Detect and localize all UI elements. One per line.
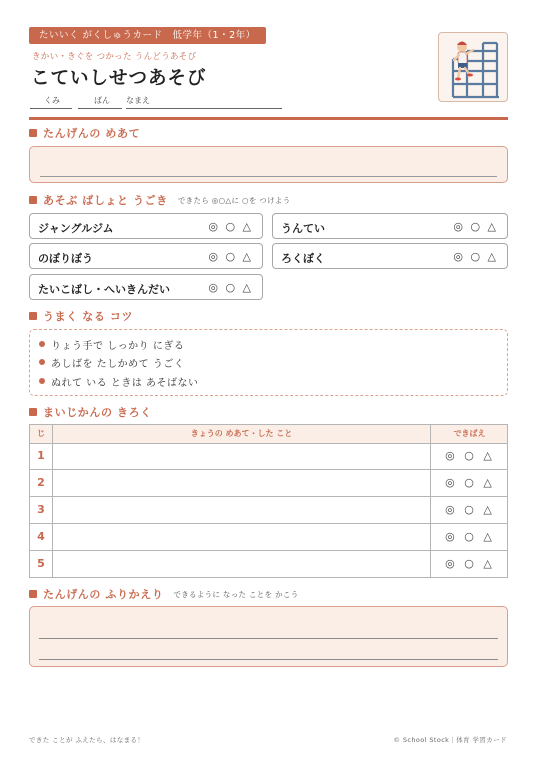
bullet-icon xyxy=(39,341,45,347)
reflection-heading-text: たんげんの ふりかえり xyxy=(43,588,164,601)
row-number: 3 xyxy=(37,503,45,516)
bullet-icon xyxy=(39,359,45,365)
tip-text: りょう手で しっかり にぎる xyxy=(51,340,185,352)
tips-box xyxy=(29,329,508,396)
goal-input-box[interactable] xyxy=(29,146,508,183)
number-label: ばん xyxy=(94,96,110,105)
row-number: 1 xyxy=(37,449,45,462)
row-number: 4 xyxy=(37,530,45,543)
reflection-heading xyxy=(29,587,299,601)
eval-marks[interactable]: ◎ ○ △ xyxy=(453,220,498,233)
place-card-climbing-pole[interactable] xyxy=(29,243,263,269)
eval-marks[interactable]: ◎ ○ △ xyxy=(453,250,498,263)
row-number: 5 xyxy=(37,557,45,570)
place-name: ジャングルジム xyxy=(38,222,114,235)
tip-item xyxy=(39,337,184,351)
name-field[interactable] xyxy=(126,94,282,109)
tips-heading xyxy=(29,309,133,323)
reflection-input-box[interactable] xyxy=(29,606,508,667)
column-divider xyxy=(52,470,53,496)
eval-marks[interactable]: ◎ ○ △ xyxy=(208,220,253,233)
page-title: こていしせつあそび xyxy=(31,68,207,89)
unit-subtitle: きかい・きぐを つかった うんどうあそび xyxy=(32,52,197,62)
table-row[interactable] xyxy=(29,497,508,524)
section-marker-icon xyxy=(29,129,37,137)
row-number: 2 xyxy=(37,476,45,489)
goal-heading xyxy=(29,126,140,140)
number-field[interactable] xyxy=(78,94,122,109)
place-name: うんてい xyxy=(281,222,325,235)
eval-marks[interactable]: ◎ ○ △ xyxy=(445,503,495,516)
record-heading-text: まいじかんの きろく xyxy=(43,406,152,419)
child-climbing-icon xyxy=(438,32,508,102)
tip-item xyxy=(39,374,199,388)
name-fields xyxy=(30,94,282,109)
eval-marks[interactable]: ◎ ○ △ xyxy=(445,530,495,543)
column-divider xyxy=(52,551,53,577)
place-name: のぼりぼう xyxy=(38,252,93,265)
place-card-jungle-gym[interactable] xyxy=(29,213,263,239)
places-heading xyxy=(29,193,291,207)
eval-marks[interactable]: ◎ ○ △ xyxy=(208,281,253,294)
eval-marks[interactable]: ◎ ○ △ xyxy=(445,449,495,462)
name-label: なまえ xyxy=(126,96,150,105)
places-note: できたら ◎○△に ○を つけよう xyxy=(177,195,291,205)
class-label: くみ xyxy=(44,96,60,105)
writing-line xyxy=(39,659,498,660)
grade-tag: たいいく がくしゅうカード 低学年（1・2年） xyxy=(29,27,266,44)
eval-marks[interactable]: ◎ ○ △ xyxy=(208,250,253,263)
goal-heading-text: たんげんの めあて xyxy=(43,127,141,140)
bullet-icon xyxy=(39,378,45,384)
writing-line xyxy=(40,176,497,177)
writing-line xyxy=(39,638,498,639)
place-name: たいこばし・へいきんだい xyxy=(38,283,170,296)
col-header-goal: きょうの めあて・した こと xyxy=(190,429,293,438)
tip-text: あしばを たしかめて うごく xyxy=(51,358,185,370)
eval-marks[interactable]: ◎ ○ △ xyxy=(445,476,495,489)
section-marker-icon xyxy=(29,408,37,416)
column-divider xyxy=(52,443,53,469)
col-header-eval: できばえ xyxy=(453,429,486,438)
record-heading xyxy=(29,405,152,419)
table-row[interactable] xyxy=(29,470,508,497)
section-marker-icon xyxy=(29,312,37,320)
record-table-header xyxy=(29,424,508,444)
place-card-drum-bridge-beam[interactable] xyxy=(29,274,263,300)
section-marker-icon xyxy=(29,196,37,204)
tips-heading-text: うまく なる コツ xyxy=(43,310,134,323)
tip-item xyxy=(39,355,184,369)
title-divider xyxy=(29,117,508,120)
place-card-monkey-bars[interactable] xyxy=(272,213,508,239)
table-row[interactable] xyxy=(29,443,508,470)
table-row[interactable] xyxy=(29,524,508,551)
column-divider xyxy=(52,497,53,523)
tip-text: ぬれて いる ときは あそばない xyxy=(51,377,199,389)
section-marker-icon xyxy=(29,590,37,598)
column-divider xyxy=(52,524,53,550)
footer-message: できた ことが ふえたら、はなまる！ xyxy=(29,736,145,744)
place-name: ろくぼく xyxy=(281,252,325,265)
col-header-period: じ xyxy=(37,429,45,438)
class-field[interactable] xyxy=(30,94,72,109)
footer-credit: © School Stock｜体育 学習カード xyxy=(393,736,507,744)
table-row[interactable] xyxy=(29,551,508,578)
place-card-wall-bars[interactable] xyxy=(272,243,508,269)
reflection-note: できるように なった ことを かこう xyxy=(173,589,299,599)
places-heading-text: あそぶ ばしょと うごき xyxy=(43,194,168,207)
eval-marks[interactable]: ◎ ○ △ xyxy=(445,557,495,570)
